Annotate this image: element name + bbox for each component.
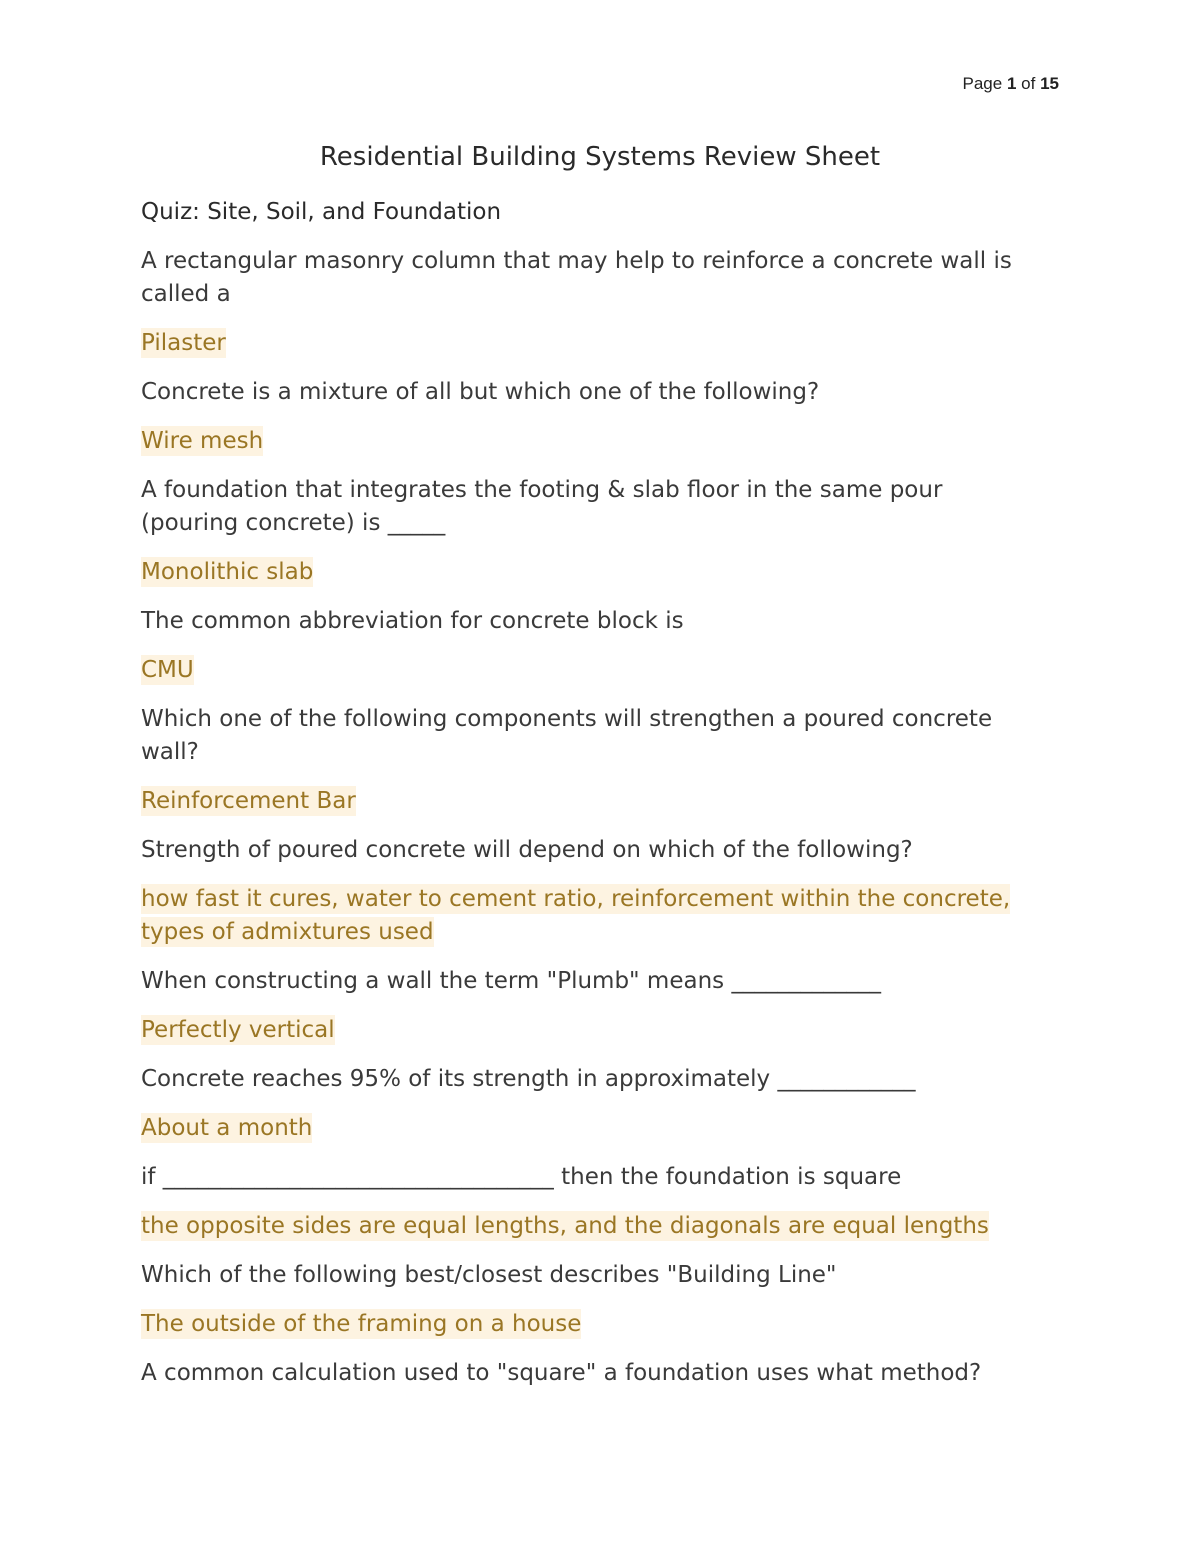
answer-3	[141, 556, 1041, 589]
page-current: 1	[1006, 74, 1017, 93]
answer-4-text: CMU	[141, 657, 194, 683]
answer-5-text: Reinforcement Bar	[141, 788, 356, 814]
answer-8	[141, 1112, 1041, 1145]
page-label: Page	[962, 74, 1003, 93]
answer-9	[141, 1210, 1041, 1243]
answer-1-text: Pilaster	[141, 330, 226, 356]
answer-2	[141, 425, 1041, 458]
answer-7	[141, 1014, 1041, 1047]
answer-8-text: About a month	[141, 1115, 313, 1141]
page-total: 15	[1040, 74, 1059, 93]
question-6: Strength of poured concrete will depend on which of the following?	[141, 837, 913, 863]
answer-5	[141, 785, 1041, 818]
answer-4	[141, 654, 1041, 687]
question-2: Concrete is a mixture of all but which one of the following?	[141, 379, 820, 405]
answer-10-text: The outside of the framing on a house	[141, 1311, 582, 1337]
answer-3-text: Monolithic slab	[141, 559, 314, 585]
question-10: Which of the following best/closest describes "Building Line"	[141, 1262, 837, 1288]
answer-7-text: Perfectly vertical	[141, 1017, 335, 1043]
question-9: if __________________________________ then the foundation is square	[141, 1164, 902, 1190]
question-8: Concrete reaches 95% of its strength in approximately ____________	[141, 1066, 916, 1092]
quiz-subtitle: Quiz: Site, Soil, and Foundation	[141, 199, 502, 225]
answer-6	[141, 883, 1041, 949]
answer-2-text: Wire mesh	[141, 428, 264, 454]
question-11: A common calculation used to "square" a foundation uses what method?	[141, 1360, 982, 1386]
question-7: When constructing a wall the term "Plumb" means _____________	[141, 968, 881, 994]
question-1: A rectangular masonry column that may help to reinforce a concrete wall is called a	[141, 248, 1012, 307]
page-of-label: of	[1021, 74, 1036, 93]
document-title: Residential Building Systems Review Sheet	[319, 142, 881, 172]
answer-6-text: how fast it cures, water to cement ratio, reinforcement within the concrete, types of admixtures used	[141, 886, 1011, 945]
page-number	[963, 74, 1059, 94]
question-4: The common abbreviation for concrete block is	[141, 608, 684, 634]
answer-10	[141, 1308, 1041, 1341]
question-5: Which one of the following components will strengthen a poured concrete wall?	[141, 706, 993, 765]
quiz-content	[141, 196, 1041, 1406]
answer-9-text: the opposite sides are equal lengths, and the diagonals are equal lengths	[141, 1213, 989, 1239]
answer-1	[141, 327, 1041, 360]
question-3: A foundation that integrates the footing & slab floor in the same pour (pouring concrete) is _____	[141, 477, 943, 536]
